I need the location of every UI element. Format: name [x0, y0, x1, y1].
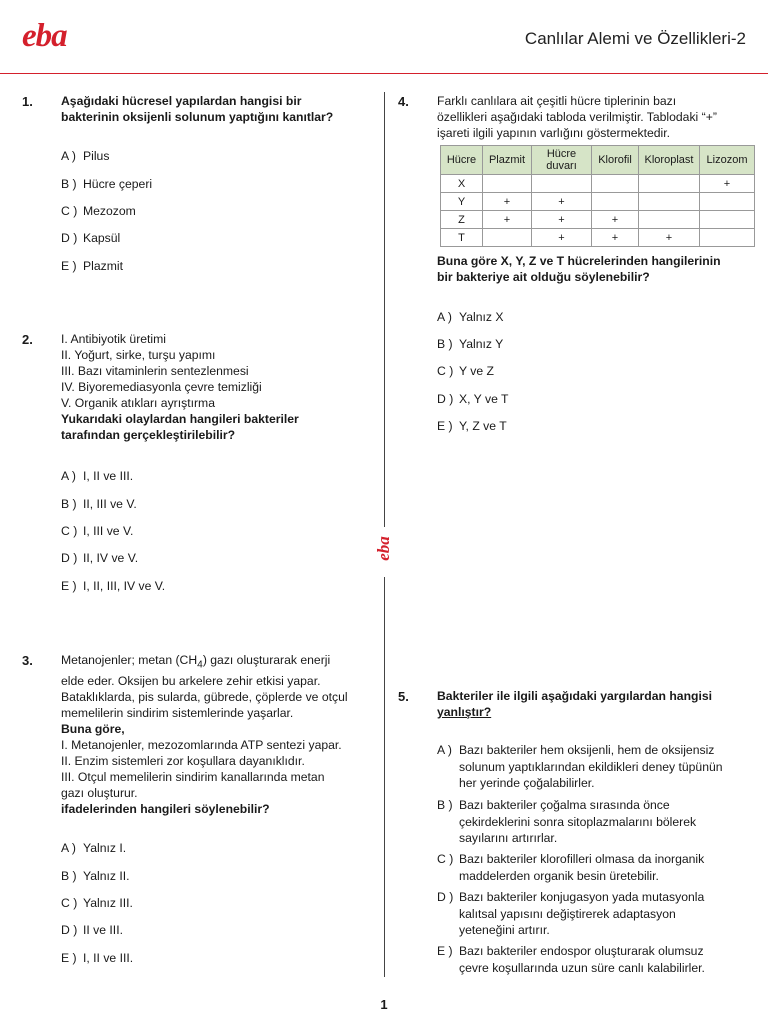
question-1-option-a[interactable] — [61, 149, 109, 163]
table-row — [441, 211, 755, 229]
option-text: Mezozom — [83, 204, 136, 218]
eba-logo: eba — [22, 18, 67, 54]
option-text: I, II ve III. — [83, 469, 134, 483]
question-1-option-c[interactable] — [61, 204, 136, 218]
table-cell: Y — [441, 193, 483, 211]
column-divider-top — [384, 92, 385, 527]
question-1-option-d[interactable] — [61, 231, 120, 245]
option-text: Yalnız I. — [83, 841, 127, 855]
intro-line — [61, 652, 348, 673]
intro-line: Farklı canlılara ait çeşitli hücre tiplerinin bazı — [437, 94, 677, 108]
question-4-option-a[interactable] — [437, 310, 503, 324]
option-line: Bazı bakteriler çoğalma sırasında önce — [459, 798, 670, 812]
table-row — [441, 229, 755, 247]
option-letter: D ) — [61, 231, 78, 245]
question-1-stem — [61, 93, 333, 125]
option-text: I, II, III, IV ve V. — [83, 579, 166, 593]
table-cell — [483, 175, 532, 193]
statement-item: II. Yoğurt, sirke, turşu yapımı — [61, 348, 216, 362]
table-cell — [639, 193, 700, 211]
stem-line: bir bakteriye ait olduğu söylenebilir? — [437, 270, 650, 284]
table-cell — [532, 175, 592, 193]
table-cell — [700, 193, 755, 211]
stem-line: Aşağıdaki hücresel yapılardan hangisi bir — [61, 94, 302, 108]
table-cell: T — [441, 229, 483, 247]
table-header-cell: Lizozom — [700, 146, 755, 175]
question-3-option-a[interactable] — [61, 841, 126, 855]
table-cell — [700, 229, 755, 247]
option-text: Y, Z ve T — [459, 419, 507, 433]
question-2-number: 2. — [22, 332, 33, 347]
table-cell: X — [441, 175, 483, 193]
intro-line: özellikleri aşağıdaki tabloda verilmiştir. Tablodaki “+” — [437, 110, 717, 124]
page-number: 1 — [380, 997, 388, 1012]
option-line: çekirdeklerini sonra sitoplazmalarını bölerek — [459, 814, 697, 829]
stem-emphasis: yanlıştır? — [437, 705, 492, 719]
option-letter: B ) — [437, 337, 453, 351]
option-letter: B ) — [61, 869, 77, 883]
subscript: 4 — [197, 659, 203, 671]
question-5-stem — [437, 688, 712, 720]
option-text: II, III ve V. — [83, 497, 137, 511]
intro-line: Bataklıklarda, pis sularda, gübrede, çöplerde ve otçul — [61, 690, 348, 705]
option-text: I, II ve III. — [83, 951, 134, 965]
question-4-intro — [437, 93, 717, 141]
table-cell — [592, 193, 639, 211]
option-text: Yalnız II. — [83, 869, 130, 883]
table-cell: + — [532, 211, 592, 229]
option-text: Yalnız III. — [83, 896, 133, 910]
question-5-option-e[interactable] — [437, 943, 705, 976]
option-text: Yalnız Y — [459, 337, 504, 351]
side-eba-logo: eba — [373, 536, 393, 561]
option-letter: B ) — [61, 497, 77, 511]
statement-item: I. Antibiyotik üretimi — [61, 332, 166, 346]
option-text: Kapsül — [83, 231, 121, 245]
stem-line: tarafından gerçekleştirilebilir? — [61, 428, 236, 442]
option-text: I, III ve V. — [83, 524, 134, 538]
question-3-option-b[interactable] — [61, 869, 130, 883]
table-cell — [483, 229, 532, 247]
option-line: çevre koşullarında uzun süre canlı kalabilirler. — [459, 960, 705, 975]
option-letter: E ) — [61, 951, 77, 965]
stem-line: bakterinin oksijenli solunum yaptığını kanıtlar? — [61, 110, 334, 124]
table-cell: + — [639, 229, 700, 247]
table-cell: + — [532, 193, 592, 211]
option-letter: C ) — [61, 896, 78, 910]
option-letter: E ) — [61, 259, 77, 273]
question-3-option-d[interactable] — [61, 923, 123, 937]
stem-line — [437, 704, 712, 720]
table-header-cell: Klorofil — [592, 146, 639, 175]
question-4-option-e[interactable] — [437, 419, 507, 433]
stem-line: ifadelerinden hangileri söylenebilir? — [61, 802, 270, 817]
option-letter: B ) — [437, 798, 453, 812]
option-letter: E ) — [437, 944, 453, 958]
option-text: II ve III. — [83, 923, 123, 937]
intro-text: Metanojenler; metan (CH — [61, 653, 198, 667]
intro-line: işareti ilgili yapının varlığını göstermektedir. — [437, 126, 671, 140]
table-header-row — [441, 146, 755, 175]
option-line: solunum yaptıklarından ekildikleri deney tüpünün — [459, 759, 723, 774]
question-2-option-b[interactable] — [61, 497, 137, 511]
table-cell: + — [700, 175, 755, 193]
option-text: Hücre çeperi — [83, 177, 153, 191]
option-line: Bazı bakteriler konjugasyon yada mutasyonla — [459, 890, 705, 904]
question-4-option-b[interactable] — [437, 337, 503, 351]
question-1-number: 1. — [22, 94, 33, 109]
option-letter: C ) — [437, 364, 454, 378]
question-2-option-c[interactable] — [61, 524, 133, 538]
option-text: Y ve Z — [459, 364, 494, 378]
option-text: Yalnız X — [459, 310, 504, 324]
column-divider-bottom — [384, 577, 385, 977]
table-cell — [639, 175, 700, 193]
table-cell — [700, 211, 755, 229]
option-line: Bazı bakteriler klorofilleri olmasa da inorganik — [459, 852, 705, 866]
option-letter: A ) — [61, 149, 76, 163]
option-text: Pilus — [83, 149, 110, 163]
question-4-option-c[interactable] — [437, 364, 494, 378]
table-header-cell: Kloroplast — [639, 146, 700, 175]
option-letter: B ) — [61, 177, 77, 191]
statement-item: V. Organik atıkları ayrıştırma — [61, 396, 215, 410]
question-3-option-e[interactable] — [61, 951, 133, 965]
statement-item: III. Otçul memelilerin sindirim kanallarında metan — [61, 770, 325, 785]
option-line: yeteneğini artırır. — [459, 923, 550, 937]
question-1-option-e[interactable] — [61, 259, 123, 273]
table-cell: Z — [441, 211, 483, 229]
option-text: X, Y ve T — [459, 392, 509, 406]
statement-item: IV. Biyoremediasyonla çevre temizliği — [61, 380, 262, 394]
question-5-number: 5. — [398, 689, 409, 704]
option-letter: C ) — [61, 524, 78, 538]
option-letter: D ) — [61, 551, 78, 565]
statement-item: I. Metanojenler, mezozomlarında ATP sentezi yapar. — [61, 738, 342, 753]
question-5-option-d[interactable] — [437, 889, 704, 939]
page-title: Canlılar Alemi ve Özellikleri-2 — [524, 29, 746, 48]
option-letter: D ) — [61, 923, 78, 937]
statement-item: II. Enzim sistemleri zor koşullara dayanıklıdır. — [61, 754, 305, 769]
option-line: Bazı bakteriler hem oksijenli, hem de oksijensiz — [459, 743, 715, 757]
question-4-number: 4. — [398, 94, 409, 109]
table-cell — [639, 211, 700, 229]
stem-line: Bakteriler ile ilgili aşağıdaki yargılardan hangisi — [437, 689, 713, 703]
option-letter: E ) — [437, 419, 453, 433]
option-letter: A ) — [61, 469, 76, 483]
option-letter: A ) — [61, 841, 76, 855]
intro-line: memelilerin sindirim sistemlerinde yaşarlar. — [61, 706, 294, 721]
table-header-cell: Hücre duvarı — [532, 146, 592, 175]
question-4-stem — [437, 253, 721, 285]
intro-line: elde eder. Oksijen bu arkelere zehir etkisi yapar. — [61, 674, 321, 689]
option-letter: E ) — [61, 579, 77, 593]
option-text: II, IV ve V. — [83, 551, 139, 565]
question-4-option-d[interactable] — [437, 392, 508, 406]
table-row — [441, 175, 755, 193]
option-letter: D ) — [437, 890, 454, 904]
table-cell: + — [592, 211, 639, 229]
table-cell — [592, 175, 639, 193]
question-3-option-c[interactable] — [61, 896, 133, 910]
question-5-option-b[interactable] — [437, 797, 696, 847]
question-2-body — [61, 331, 299, 443]
table-cell: + — [532, 229, 592, 247]
option-line: Bazı bakteriler endospor oluşturarak olumsuz — [459, 944, 704, 958]
option-text: Plazmit — [83, 259, 123, 273]
option-letter: D ) — [437, 392, 454, 406]
statement-item: gazı oluşturur. — [61, 786, 138, 801]
option-line: kalıtsal yapısını değiştirerek adaptasyon — [459, 906, 676, 921]
option-letter: A ) — [437, 310, 452, 324]
option-letter: A ) — [437, 743, 452, 757]
header-divider — [0, 73, 768, 74]
question-2-option-e[interactable] — [61, 579, 165, 593]
option-line: her yerinde çoğalabilirler. — [459, 776, 595, 790]
question-2-option-a[interactable] — [61, 469, 133, 483]
question-5-option-a[interactable] — [437, 742, 723, 792]
question-5-option-c[interactable] — [437, 851, 704, 884]
option-letter: C ) — [437, 852, 454, 866]
intro-text: ) gazı oluşturarak enerji — [202, 653, 331, 667]
table-cell: + — [483, 211, 532, 229]
statement-item: III. Bazı vitaminlerin sentezlenmesi — [61, 364, 249, 378]
question-3-number: 3. — [22, 653, 33, 668]
question-2-option-d[interactable] — [61, 551, 138, 565]
question-1-option-b[interactable] — [61, 177, 152, 191]
lead-line: Buna göre, — [61, 722, 125, 737]
option-line: sayılarını artırırlar. — [459, 831, 558, 845]
table-cell: + — [483, 193, 532, 211]
option-line: maddelerden organik besin üretebilir. — [459, 868, 659, 883]
stem-line: Yukarıdaki olaylardan hangileri bakteriler — [61, 412, 299, 426]
option-letter: C ) — [61, 204, 78, 218]
question-3-body — [61, 652, 348, 817]
stem-line: Buna göre X, Y, Z ve T hücrelerinden hangilerinin — [437, 254, 721, 268]
table-header-cell: Hücre — [441, 146, 483, 175]
cell-features-table — [440, 145, 755, 247]
table-header-cell: Plazmit — [483, 146, 532, 175]
table-row — [441, 193, 755, 211]
table-cell: + — [592, 229, 639, 247]
